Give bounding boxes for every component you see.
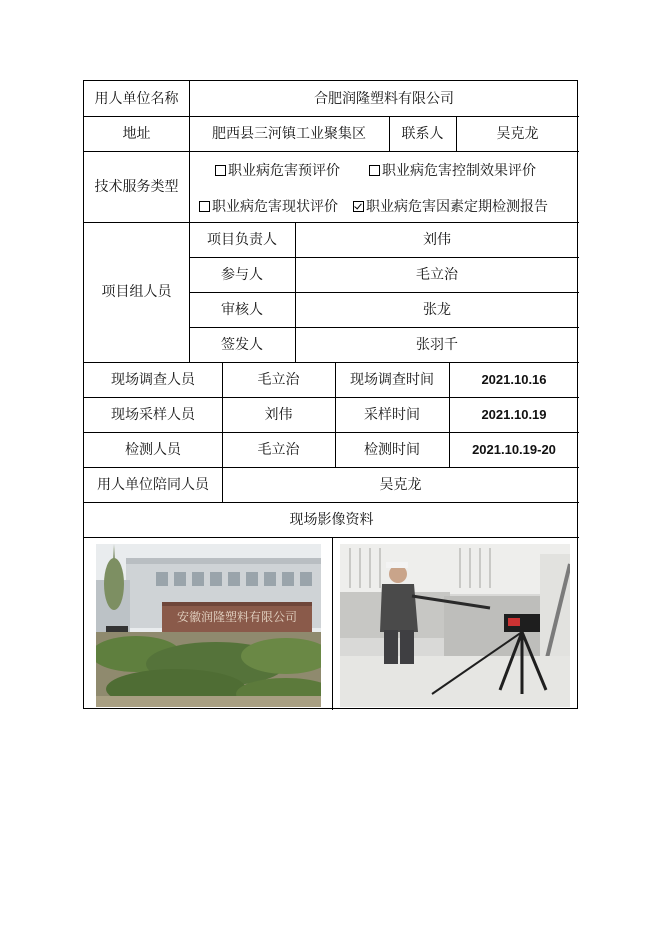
- photos-label: 现场影像资料: [289, 511, 374, 528]
- activity-label: 检测人员: [125, 441, 181, 458]
- service-option-periodic-report[interactable]: 职业病危害因素定期检测报告: [353, 196, 548, 216]
- checkbox-icon[interactable]: [199, 201, 210, 212]
- checkbox-icon[interactable]: [215, 165, 226, 176]
- site-photo-sampling: [340, 544, 570, 707]
- activity-person: 毛立治: [257, 371, 300, 388]
- info-table: [83, 80, 578, 709]
- checkbox-checked-icon[interactable]: [353, 201, 364, 212]
- activity-person: 毛立治: [257, 441, 300, 458]
- team-name: 张龙: [423, 301, 451, 318]
- employer-value: 合肥润隆塑料有限公司: [314, 90, 454, 107]
- activity-time-label: 采样时间: [364, 406, 420, 423]
- team-role: 项目负责人: [207, 231, 277, 248]
- activity-label: 现场调查人员: [111, 371, 195, 388]
- contact-value: 吴克龙: [496, 125, 539, 142]
- address-value: 肥西县三河镇工业聚集区: [212, 125, 366, 142]
- escort-value: 吴克龙: [379, 476, 422, 493]
- service-option-status-evaluation[interactable]: 职业病危害现状评价: [199, 196, 338, 216]
- activity-date: 2021.10.16: [481, 372, 547, 387]
- checkbox-icon[interactable]: [369, 165, 380, 176]
- address-label: 地址: [122, 125, 151, 142]
- factory-sign: 安徽润隆塑料有限公司: [176, 610, 298, 624]
- service-type-label: 技术服务类型: [94, 178, 179, 195]
- site-photo-factory: [96, 544, 321, 707]
- contact-label: 联系人: [401, 125, 444, 142]
- team-name: 毛立治: [416, 266, 458, 283]
- team-name: 刘伟: [423, 231, 451, 248]
- activity-date: 2021.10.19-20: [472, 442, 556, 457]
- escort-label: 用人单位陪同人员: [97, 476, 209, 493]
- activity-date: 2021.10.19: [481, 407, 547, 422]
- employer-label: 用人单位名称: [94, 90, 179, 107]
- team-role: 签发人: [221, 336, 263, 353]
- service-option-pre-evaluation[interactable]: 职业病危害预评价: [215, 160, 340, 180]
- team-role: 审核人: [221, 301, 263, 318]
- team-name: 张羽千: [416, 336, 458, 353]
- activity-time-label: 检测时间: [364, 441, 420, 458]
- activity-time-label: 现场调查时间: [350, 371, 434, 388]
- activity-person: 刘伟: [264, 406, 293, 423]
- activity-label: 现场采样人员: [111, 406, 195, 423]
- team-label: 项目组人员: [101, 284, 172, 300]
- service-option-control-evaluation[interactable]: 职业病危害控制效果评价: [369, 160, 536, 180]
- team-role: 参与人: [221, 266, 263, 283]
